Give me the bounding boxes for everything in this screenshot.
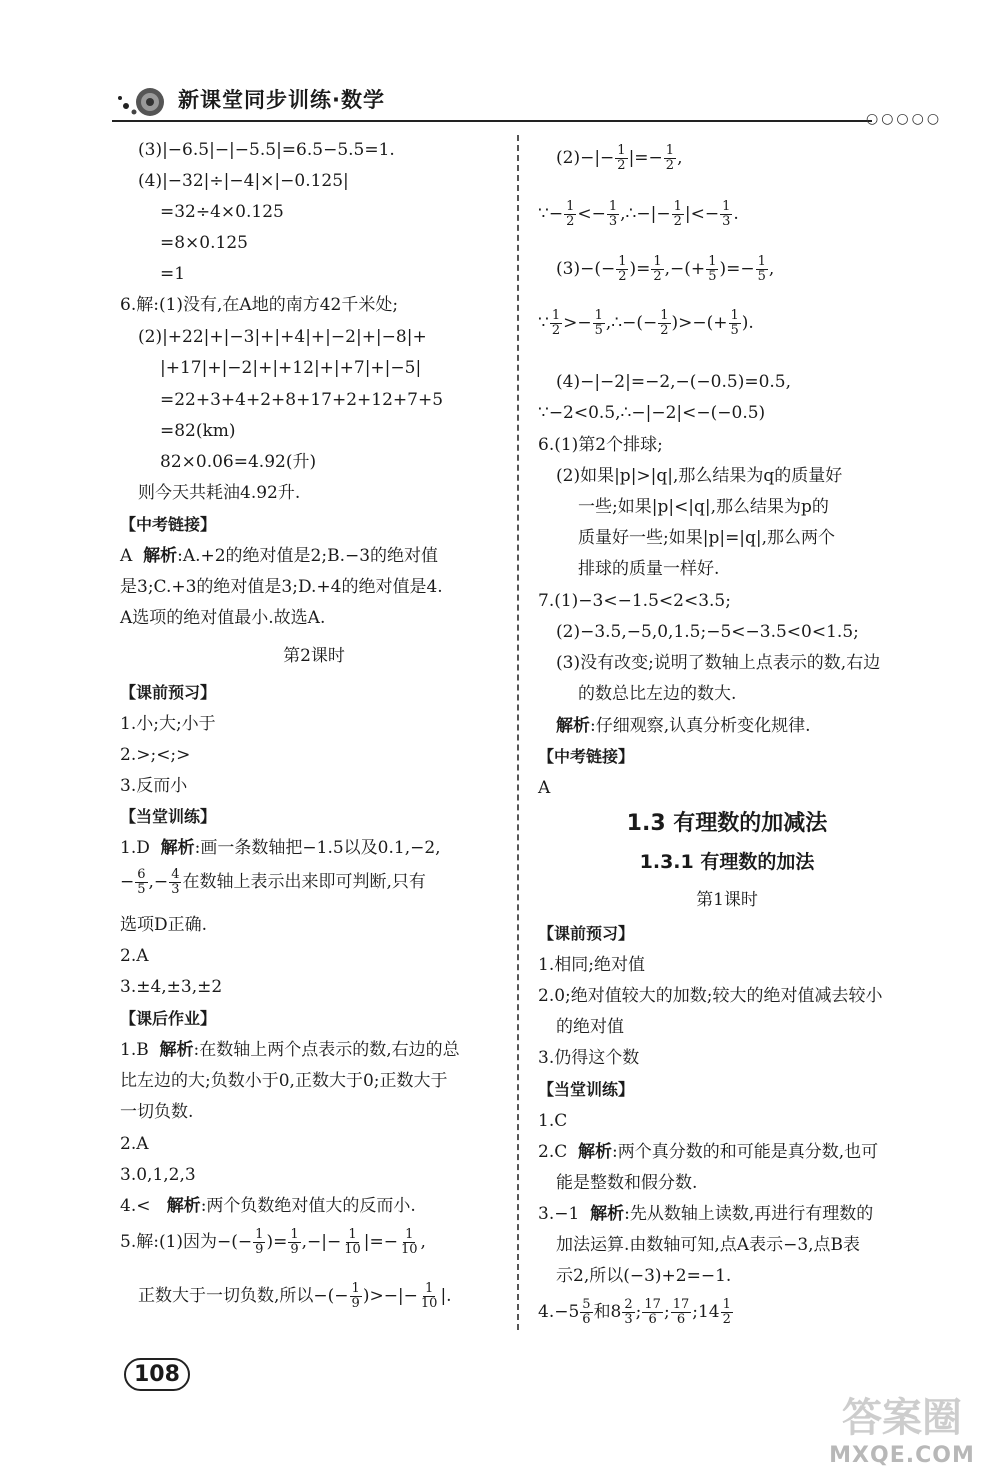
section-tag: 【课前预习】 bbox=[120, 683, 217, 702]
fraction bbox=[550, 309, 562, 338]
fraction bbox=[664, 144, 676, 173]
fraction bbox=[253, 1228, 265, 1257]
math-text: 正数大于一切负数,所以−(− bbox=[138, 1286, 349, 1306]
analysis-text: :A.+2的绝对值是2;B.−3的绝对值 bbox=[177, 546, 439, 566]
numerator: 2 bbox=[624, 1297, 633, 1312]
math-text: 5.解:(1)因为−(− bbox=[120, 1232, 253, 1252]
answer-line: 一些;如果|p|<|q|,那么结果为p的 bbox=[578, 497, 829, 517]
answer-line: (2)|+22|+|−3|+|+4|+|−2|+|−8|+ bbox=[138, 327, 427, 347]
math-text: (3)−(− bbox=[556, 259, 616, 279]
answer-line: 选项D正确. bbox=[120, 915, 208, 935]
denominator: 6 bbox=[648, 1312, 657, 1327]
answer-choice: 1.D bbox=[120, 838, 150, 858]
denominator: 2 bbox=[566, 214, 575, 229]
page-number: 108 bbox=[124, 1358, 190, 1391]
fraction bbox=[593, 309, 605, 338]
math-text: ; bbox=[635, 1302, 642, 1322]
section-tag: 【当堂训练】 bbox=[120, 807, 217, 826]
fraction bbox=[288, 1228, 300, 1257]
answer-choice: 4.< bbox=[120, 1196, 151, 1216]
math-text: ∵− bbox=[538, 204, 564, 224]
math-text: ∵ bbox=[538, 313, 549, 333]
lesson-title: 第2课时 bbox=[283, 646, 345, 666]
answer-line: 2.>;<;> bbox=[120, 745, 191, 765]
answer-line: 1.相同;绝对值 bbox=[538, 955, 645, 975]
numerator: 1 bbox=[660, 308, 669, 323]
numerator: 6 bbox=[137, 867, 146, 882]
answer-line: =22+3+4+2+8+17+2+12+7+5 bbox=[160, 390, 444, 410]
numerator: 1 bbox=[722, 199, 731, 214]
answer-line: 2.0;绝对值较大的加数;较大的绝对值减去较小 bbox=[538, 986, 883, 1006]
fraction bbox=[720, 200, 732, 229]
numerator: 1 bbox=[665, 143, 675, 158]
answer-line: A选项的绝对值最小.故选A. bbox=[120, 608, 326, 628]
analysis-text: :两个负数绝对值大的反而小. bbox=[200, 1196, 416, 1216]
answer-line: 排球的质量一样好. bbox=[578, 559, 720, 579]
numerator: 1 bbox=[653, 254, 662, 269]
numerator: 1 bbox=[730, 308, 739, 323]
answer-choice: 1.B bbox=[120, 1040, 149, 1060]
fraction bbox=[564, 200, 576, 229]
answer-line: ∵−2<0.5,∴−|−2|<−(−0.5) bbox=[538, 403, 766, 423]
answer-line bbox=[538, 309, 754, 338]
math-text: − bbox=[120, 872, 135, 892]
watermark-chars: 答案圈 bbox=[842, 1395, 962, 1441]
answer-line: |+17|+|−2|+|+12|+|+7|+|−5| bbox=[160, 358, 422, 378]
section-tag: 【当堂训练】 bbox=[538, 1080, 635, 1099]
math-text: ,− bbox=[148, 872, 169, 892]
fraction bbox=[672, 200, 684, 229]
answer-line bbox=[120, 1038, 460, 1062]
answer-line bbox=[120, 1282, 452, 1311]
math-text: <− bbox=[577, 204, 606, 224]
answer-line: (3)没有改变;说明了数轴上点表示的数,右边 bbox=[556, 653, 881, 673]
numerator: 1 bbox=[608, 199, 618, 214]
answer-line: 3.±4,±3,±2 bbox=[120, 977, 223, 997]
numerator: 5 bbox=[582, 1297, 591, 1312]
fraction bbox=[580, 1298, 592, 1327]
numerator: 1 bbox=[566, 199, 575, 214]
numerator: 1 bbox=[351, 1281, 360, 1296]
denominator: 5 bbox=[708, 269, 717, 284]
numerator: 1 bbox=[708, 254, 717, 269]
numerator: 17 bbox=[672, 1297, 690, 1312]
fraction bbox=[721, 1298, 733, 1327]
denominator: 2 bbox=[673, 214, 682, 229]
numerator: 1 bbox=[722, 1297, 731, 1312]
fraction bbox=[615, 144, 627, 173]
section-tag: 【中考链接】 bbox=[538, 747, 635, 766]
answer-line: =8×0.125 bbox=[160, 233, 248, 253]
denominator: 2 bbox=[551, 323, 561, 338]
analysis-text: 在数轴上表示出来即可判断,只有 bbox=[182, 872, 426, 892]
math-text: )=− bbox=[719, 259, 755, 279]
answer-line: 82×0.06=4.92(升) bbox=[160, 452, 317, 472]
math-text: |=− bbox=[628, 148, 663, 168]
math-text: ). bbox=[741, 313, 754, 333]
fraction bbox=[350, 1282, 362, 1311]
math-text: )>−|− bbox=[362, 1286, 418, 1306]
answer-line: 能是整数和假分数. bbox=[556, 1173, 698, 1193]
section-title: 1.3 有理数的加减法 bbox=[626, 811, 828, 836]
denominator: 2 bbox=[653, 269, 662, 284]
fraction bbox=[616, 255, 628, 284]
fraction bbox=[399, 1228, 420, 1257]
math-text: ,−|− bbox=[301, 1232, 342, 1252]
numerator: 1 bbox=[618, 254, 627, 269]
answer-line bbox=[120, 1228, 426, 1257]
denominator: 2 bbox=[665, 158, 675, 173]
answer-line: 的绝对值 bbox=[556, 1017, 624, 1037]
answer-line: 是3;C.+3的绝对值是3;D.+4的绝对值是4. bbox=[120, 577, 443, 597]
section-tag: 【课后作业】 bbox=[120, 1009, 217, 1028]
numerator: 1 bbox=[594, 308, 603, 323]
answer-line bbox=[538, 1298, 734, 1327]
header-dots: ○○○○○ bbox=[866, 111, 943, 127]
answer-line bbox=[538, 1202, 873, 1226]
answer-line: 3.反而小 bbox=[120, 776, 188, 796]
numerator: 1 bbox=[673, 199, 682, 214]
numerator: 1 bbox=[617, 143, 626, 158]
analysis-label: 解析 bbox=[578, 1142, 613, 1162]
watermark-url: MXQE.COM bbox=[829, 1443, 975, 1468]
answer-line bbox=[120, 1194, 416, 1218]
answer-line: 比左边的大;负数小于0,正数大于0;正数大于 bbox=[120, 1071, 448, 1091]
math-text: (2)−|− bbox=[556, 148, 615, 168]
analysis-text: :先从数轴上读数,再进行有理数的 bbox=[624, 1204, 874, 1224]
denominator: 5 bbox=[757, 269, 766, 284]
math-text: >− bbox=[563, 313, 592, 333]
math-text: ;14 bbox=[692, 1302, 720, 1322]
math-text: |<− bbox=[684, 204, 720, 224]
numerator: 1 bbox=[255, 1227, 264, 1242]
answer-line bbox=[538, 144, 682, 173]
section-tag: 【课前预习】 bbox=[538, 924, 635, 943]
answer-line: 2.A bbox=[120, 1134, 149, 1154]
analysis-text: :在数轴上两个点表示的数,右边的总 bbox=[193, 1040, 460, 1060]
denominator: 6 bbox=[676, 1312, 686, 1327]
watermark-logo bbox=[822, 1386, 982, 1468]
math-text: ,−(+ bbox=[664, 259, 706, 279]
analysis-label: 解析 bbox=[160, 838, 195, 858]
answer-line bbox=[538, 200, 739, 229]
fraction bbox=[642, 1298, 663, 1327]
math-text: 4.−5 bbox=[538, 1302, 580, 1322]
numerator: 1 bbox=[425, 1281, 434, 1296]
denominator: 2 bbox=[617, 158, 626, 173]
fraction bbox=[169, 868, 181, 897]
math-text: )= bbox=[629, 259, 651, 279]
answer-line: (4)−|−2|=−2,−(−0.5)=0.5, bbox=[556, 372, 792, 392]
numerator: 1 bbox=[551, 308, 561, 323]
analysis-label: 解析 bbox=[166, 1196, 201, 1216]
numerator: 1 bbox=[348, 1227, 357, 1242]
fraction bbox=[419, 1282, 440, 1311]
answer-choice: A bbox=[120, 546, 133, 566]
math-text: )= bbox=[266, 1232, 288, 1252]
math-text: |=− bbox=[363, 1232, 398, 1252]
denominator: 2 bbox=[660, 323, 669, 338]
denominator: 3 bbox=[608, 214, 618, 229]
denominator: 3 bbox=[722, 214, 731, 229]
math-text: , bbox=[420, 1232, 426, 1252]
math-text: ,∴−|− bbox=[620, 204, 671, 224]
answer-line bbox=[538, 255, 774, 284]
answer-line bbox=[538, 714, 811, 738]
answer-line: 2.A bbox=[120, 946, 149, 966]
fraction bbox=[658, 309, 670, 338]
lesson-title: 第1课时 bbox=[696, 890, 758, 910]
denominator: 5 bbox=[594, 323, 603, 338]
answer-line bbox=[120, 868, 426, 897]
math-text: . bbox=[733, 204, 739, 224]
answer-line: 质量好一些;如果|p|=|q|,那么两个 bbox=[578, 528, 836, 548]
denominator: 5 bbox=[730, 323, 739, 338]
numerator: 1 bbox=[757, 254, 766, 269]
analysis-label: 解析 bbox=[143, 546, 178, 566]
subsection-title: 1.3.1 有理数的加法 bbox=[639, 851, 815, 873]
denominator: 3 bbox=[171, 882, 180, 897]
answer-line bbox=[120, 544, 438, 568]
column-divider bbox=[517, 135, 519, 1330]
answer-line: 6.解:(1)没有,在A地的南方42千米处; bbox=[120, 295, 399, 315]
fraction bbox=[756, 255, 768, 284]
answer-line: 的数总比左边的数大. bbox=[578, 684, 737, 704]
fraction bbox=[607, 200, 619, 229]
math-text: , bbox=[768, 259, 775, 279]
answer-line: (2)−3.5,−5,0,1.5;−5<−3.5<0<1.5; bbox=[556, 622, 859, 642]
denominator: 3 bbox=[624, 1312, 633, 1327]
analysis-label: 解析 bbox=[590, 1204, 625, 1224]
denominator: 9 bbox=[290, 1242, 299, 1257]
analysis-label: 解析 bbox=[159, 1040, 194, 1060]
answer-line: (2)如果|p|>|q|,那么结果为q的质量好 bbox=[556, 466, 843, 486]
answer-line: 3.仍得这个数 bbox=[538, 1048, 640, 1068]
answer-line: 1.C bbox=[538, 1111, 568, 1131]
numerator: 4 bbox=[171, 867, 180, 882]
answer-line: 6.(1)第2个排球; bbox=[538, 435, 663, 455]
math-text: , bbox=[677, 148, 683, 168]
fraction bbox=[671, 1298, 692, 1327]
denominator: 10 bbox=[420, 1296, 438, 1311]
numerator: 1 bbox=[290, 1227, 299, 1242]
denominator: 6 bbox=[582, 1312, 591, 1327]
analysis-text: :画一条数轴把−1.5以及0.1,−2, bbox=[194, 838, 441, 858]
answer-line: (4)|−32|÷|−4|×|−0.125| bbox=[138, 171, 349, 191]
answer-line: 则今天共耗油4.92升. bbox=[138, 483, 301, 503]
answer-line: 示2,所以(−3)+2=−1. bbox=[556, 1266, 732, 1286]
header-logo-icon bbox=[112, 84, 168, 120]
denominator: 2 bbox=[722, 1312, 731, 1327]
denominator: 9 bbox=[351, 1296, 360, 1311]
answer-line bbox=[538, 1140, 878, 1164]
denominator: 2 bbox=[618, 269, 627, 284]
answer-line: 7.(1)−3<−1.5<2<3.5; bbox=[538, 591, 731, 611]
answer-line: A bbox=[538, 778, 551, 798]
math-text: |. bbox=[440, 1286, 452, 1306]
answer-choice: 3.−1 bbox=[538, 1204, 580, 1224]
math-text: )>−(+ bbox=[671, 313, 728, 333]
fraction bbox=[342, 1228, 363, 1257]
fraction bbox=[622, 1298, 634, 1327]
answer-line: 3.0,1,2,3 bbox=[120, 1165, 196, 1185]
answer-line: =82(km) bbox=[160, 421, 236, 441]
analysis-label: 解析 bbox=[556, 716, 590, 736]
fraction bbox=[651, 255, 663, 284]
header-title: 新课堂同步训练·数学 bbox=[178, 88, 385, 112]
analysis-text: :仔细观察,认真分析变化规律. bbox=[590, 716, 811, 736]
numerator: 1 bbox=[405, 1227, 414, 1242]
answer-line: =32÷4×0.125 bbox=[160, 202, 284, 222]
math-text: ; bbox=[663, 1302, 670, 1322]
answer-line: 1.小;大;小于 bbox=[120, 714, 216, 734]
denominator: 10 bbox=[344, 1242, 361, 1257]
math-text: 和8 bbox=[593, 1302, 622, 1322]
answer-line bbox=[120, 836, 441, 860]
analysis-text: :两个真分数的和可能是真分数,也可 bbox=[612, 1142, 879, 1162]
section-tag: 【中考链接】 bbox=[120, 515, 217, 534]
denominator: 9 bbox=[255, 1242, 264, 1257]
denominator: 10 bbox=[401, 1242, 418, 1257]
numerator: 17 bbox=[644, 1297, 661, 1312]
math-text: ,∴−(− bbox=[605, 313, 658, 333]
fraction bbox=[135, 868, 147, 897]
answer-line: =1 bbox=[160, 264, 186, 284]
answer-choice: 2.C bbox=[538, 1142, 568, 1162]
denominator: 5 bbox=[137, 882, 146, 897]
answer-line: 加法运算.由数轴可知,点A表示−3,点B表 bbox=[556, 1235, 861, 1255]
answer-line: 一切负数. bbox=[120, 1102, 194, 1122]
fraction bbox=[729, 309, 741, 338]
fraction bbox=[706, 255, 718, 284]
header-rule bbox=[112, 120, 872, 122]
answer-line: (3)|−6.5|−|−5.5|=6.5−5.5=1. bbox=[138, 140, 395, 160]
